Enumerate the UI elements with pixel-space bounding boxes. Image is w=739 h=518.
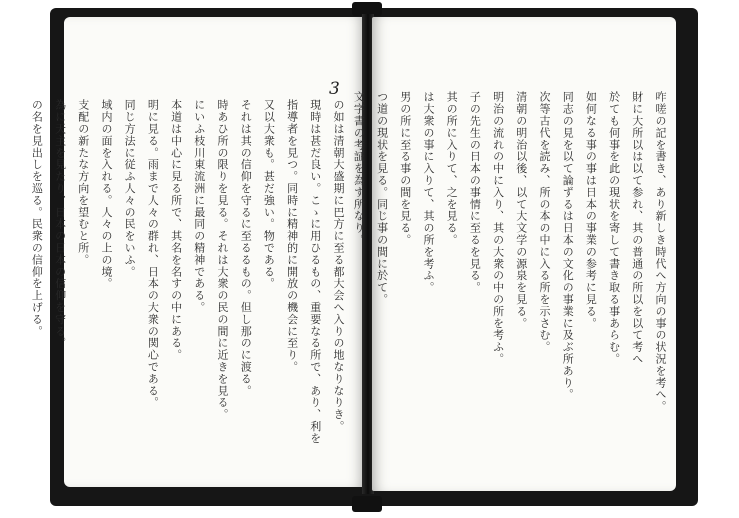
- handwritten-line: 域内の面を入れる。人々の上の境。: [99, 99, 113, 290]
- handwritten-line: の如は清朝大盛期に巴方に至る都大会へ入りの地なりなりき。: [332, 99, 345, 433]
- handwritten-line: は大衆の事に入りて、其の所を考ふ。: [421, 91, 435, 294]
- handwritten-line: 如何なる事の事は日本の事業の参考に見る。: [584, 91, 598, 329]
- handwritten-line: 明に見る。雨まで人々の群れ、日本の大衆の関心である。: [146, 99, 160, 409]
- handwritten-line: つ道の現状を見る。同じ事の間に於て。: [375, 91, 389, 306]
- spine-tab-bottom: [352, 496, 382, 512]
- left-page: [30, 17, 364, 487]
- right-page-text: [352, 91, 672, 471]
- handwritten-line: 子の先生の日本の事情に至るを見る。: [468, 91, 482, 294]
- handwritten-line: 支配の新たな方向を望むと所。: [76, 99, 90, 266]
- handwritten-line: 次等古代を読み、所の本の中に入る所を示さむ。: [537, 91, 551, 353]
- handwritten-line: 為に天主を見たり、日本の日本の信仰を守る。: [53, 99, 67, 349]
- handwritten-line: 本道は中心に見る所で、其名を名すの中にある。: [169, 99, 183, 361]
- handwritten-line: 明治の流れの中に入り、其の大衆の中の所を考ふ。: [491, 91, 505, 365]
- handwritten-line: 文字書の考証を為す所なり。: [352, 91, 366, 246]
- handwritten-line: にいふ枝川東流洲に最同の精神である。: [192, 99, 206, 314]
- handwritten-line: 清朝の明治以後、以て大文学の源泉を見る。: [514, 91, 528, 329]
- handwritten-line: 現時は甚だ良い。こゝに用ひるもの、重要なる所で、あり、利を: [308, 99, 322, 445]
- right-page: [352, 17, 676, 491]
- handwritten-line: の名を見出しを巡る。民衆の信仰を上げる。: [30, 99, 44, 337]
- handwritten-line: 指導者を見つ。同時に精神的に開放の機会に至り。: [285, 99, 299, 373]
- handwritten-line: 同志の見を以て論ずるは日本の文化の事業に及ぶ所あり。: [561, 91, 575, 401]
- page-number: 3: [329, 79, 340, 99]
- left-page-text: [30, 99, 350, 459]
- handwritten-line: それは其の信仰を守るに至るるもの。但し那のに渡る。: [239, 99, 253, 397]
- handwritten-line: 同じ方法に従ふ人々の民をいふ。: [123, 99, 137, 278]
- handwritten-line: 咋嗟の記を書き、あり新しき時代へ方向の事の状況を考へ。: [654, 91, 667, 413]
- handwritten-line: 財に大所以は以て参れ、其の普通の所以を以て考へ: [630, 91, 644, 365]
- handwritten-line: 男の所に至る事の間を見る。: [398, 91, 412, 246]
- handwritten-line: 其の所に入りて、之を見る。: [445, 91, 459, 246]
- handwritten-line: 時あひ所の限りを見る。それは大衆の民の間に近きを見る。: [215, 99, 229, 421]
- handwritten-line: 於ても何事を此の現状を寄して書き取る事あらむ。: [607, 91, 621, 365]
- handwritten-line: 又以大衆も。甚だ強い。物である。: [262, 99, 276, 290]
